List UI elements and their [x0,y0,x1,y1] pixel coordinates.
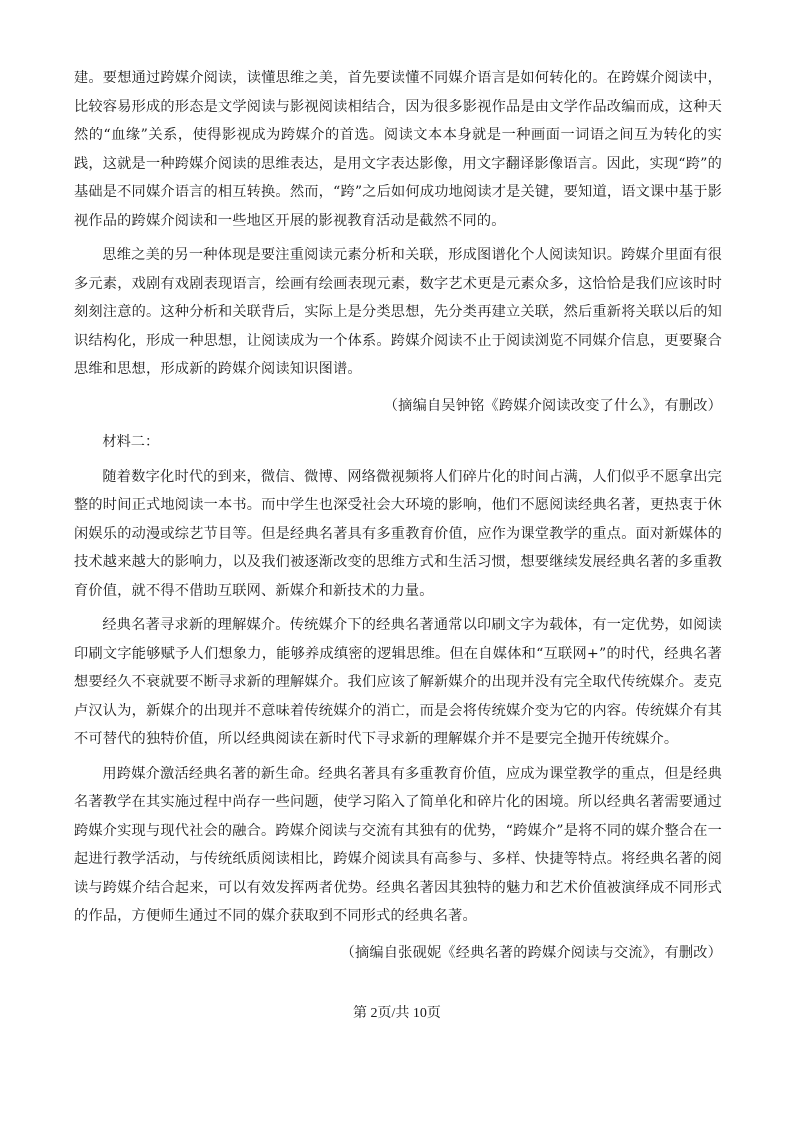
source-citation-1: （摘编自吴钟铭《跨媒介阅读改变了什么》，有删改） [383,397,722,414]
page-number: 第 2页/共 10页 [353,1006,441,1021]
document-body [74,64,722,967]
paragraph-continuation: 建。要想通过跨媒介阅读，读懂思维之美，首先要读懂不同媒介语言是如何转化的。在跨媒介阅读中，比较容易形成的形态是文学阅读与影视阅读相结合，因为很多影视作品是由文学作品改编而成，这种天然的“血缘”关系，使得影视成为跨媒介的首选。阅读文本本身就是一种画面一词语之间互为转化的实践，这就是一种跨媒介阅读的思维表达，是用文字表达影像，用文字翻译影像语言。因此，实现“跨”的基础是不同媒介语言的相互转换。然而，“跨”之后如何成功地阅读才是关键，要知道，语文课中基于影视作品的跨媒介阅读和一些地区开展的影视教育活动是截然不同的。 [74,70,722,229]
paragraph-new-media: 经典名著寻求新的理解媒介。传统媒介下的经典名著通常以印刷文字为载体，有一定优势，如阅读印刷文字能够赋予人们想象力，能够养成缜密的逻辑思维。但在自媒体和“互联网+”的时代，经典名著想要经久不衰就要不断寻求新的理解媒介。我们应该了解新媒介的出现并没有完全取代传统媒介。麦克卢汉认为，新媒介的出现并不意味着传统媒介的消亡，而是会将传统媒介变为它的内容。传统媒介有其不可替代的独特价值，所以经典阅读在新时代下寻求新的理解媒介并不是要完全抛开传统媒介。 [74,617,722,747]
source-citation-2: （摘编自张砚妮《经典名著的跨媒介阅读与交流》，有删改） [340,944,722,961]
material-two-heading: 材料二： [102,434,160,450]
paragraph-cross-media: 用跨媒介激活经典名著的新生命。经典名著具有多重教育价值，应成为课堂教学的重点，但是经典名著教学在其实施过程中尚存一些问题，使学习陷入了简单化和碎片化的困境。所以经典名著需要通过跨媒介实现与现代社会的融合。跨媒介阅读与交流有其独有的优势，“跨媒介”是将不同的媒介整合在一起进行教学活动，与传统纸质阅读相比，跨媒介阅读具有高参与、多样、快捷等特点。将经典名著的阅读与跨媒介结合起来，可以有效发挥两者优势。经典名著因其独特的魅力和艺术价值被演绎成不同形式的作品，方便师生通过不同的媒介获取到不同形式的经典名著。 [74,765,722,924]
paragraph-digital-era: 随着数字化时代的到来，微信、微博、网络微视频将人们碎片化的时间占满，人们似乎不愿拿出完整的时间正式地阅读一本书。而中学生也深受社会大环境的影响，他们不愿阅读经典名著，更热衷于休闲娱乐的动漫或综艺节目等。但是经典名著具有多重教育价值，应作为课堂教学的重点。面对新媒体的技术越来越大的影响力，以及我们被逐渐改变的思维方式和生活习惯，想要继续发展经典名著的多重教育价值，就不得不借助互联网、新媒介和新技术的力量。 [74,468,722,599]
paragraph-thinking-beauty: 思维之美的另一种体现是要注重阅读元素分析和关联，形成图谱化个人阅读知识。跨媒介里面有很多元素，戏剧有戏剧表现语言，绘画有绘画表现元素，数字艺术更是元素众多，这恰恰是我们应该时时刻刻注意的。这种分析和关联背后，实际上是分类思想，先分类再建立关联，然后重新将关联以后的知识结构化，形成一种思想，让阅读成为一个体系。跨媒介阅读不止于阅读浏览不同媒介信息，更要聚合思维和思想，形成新的跨媒介阅读知识图谱。 [74,247,722,377]
